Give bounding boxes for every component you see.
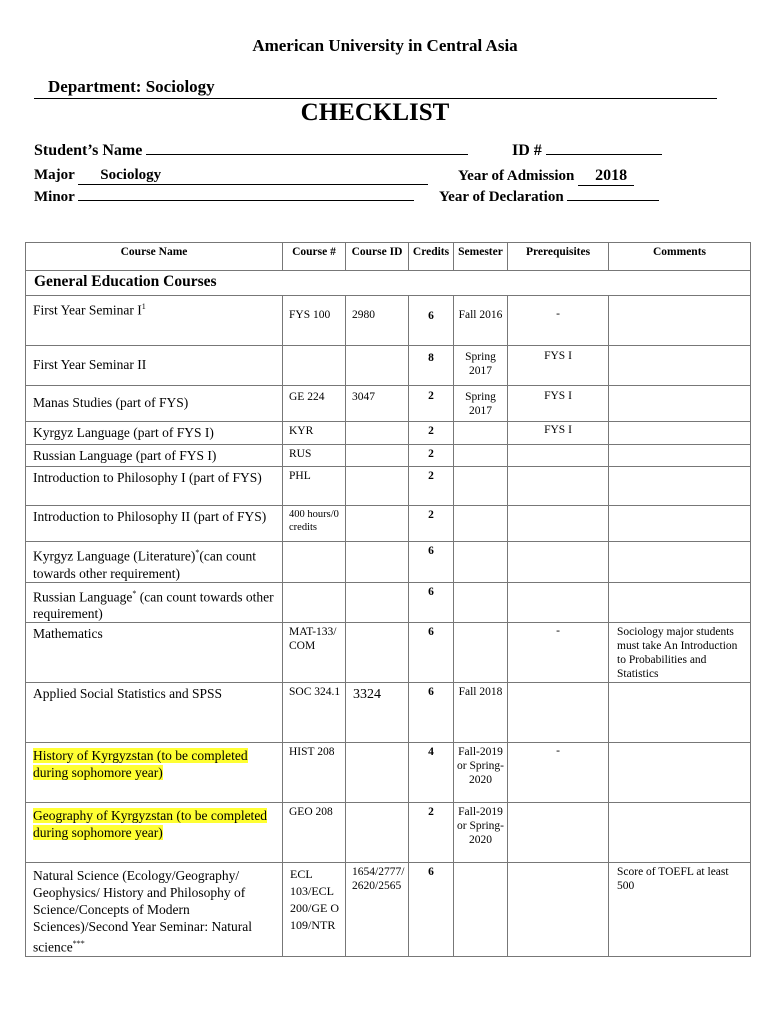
id-label: ID # [512,142,542,159]
checklist-table [25,242,751,957]
year-declaration-line [439,189,659,206]
comments [609,445,751,467]
major-label: Major [34,167,75,183]
year-admission-label: Year of Admission [458,168,575,184]
semester [454,623,508,683]
course-number: GE 224 [283,386,346,422]
credits: 2 [409,422,454,445]
prerequisites [508,582,609,623]
prerequisites: FYS I [508,346,609,386]
table-row [26,683,751,743]
minor-line [34,189,414,206]
prerequisites [508,803,609,863]
course-id [346,445,409,467]
credits: 6 [409,542,454,583]
credits: 2 [409,803,454,863]
table-row [26,467,751,506]
course-name-cell [26,863,283,957]
table-row [26,542,751,583]
semester [454,422,508,445]
id-line [512,142,662,160]
credits: 6 [409,683,454,743]
course-name-note: (can count towards other requirement) [33,548,257,581]
prerequisites: - [508,296,609,346]
table-row [26,623,751,683]
id-field[interactable] [546,154,662,155]
course-id: 2980 [346,296,409,346]
header-comments: Comments [609,243,751,271]
header-course-id: Course ID [346,243,409,271]
table-row [26,803,751,863]
course-name: Manas Studies (part of FYS) [26,386,283,422]
course-number [283,542,346,583]
course-name-cell [26,743,283,803]
credits: 6 [409,863,454,957]
semester [454,542,508,583]
prerequisites [508,683,609,743]
year-declaration-label: Year of Declaration [439,189,564,205]
course-id [346,623,409,683]
semester [454,467,508,506]
course-name: Kyrgyz Language (part of FYS I) [26,422,283,445]
course-id [346,422,409,445]
table-row [26,582,751,623]
section-row [26,271,751,296]
credits: 6 [409,296,454,346]
course-number: KYR [283,422,346,445]
course-name: Kyrgyz Language (Literature) [33,548,196,564]
prerequisites: FYS I [508,422,609,445]
table-header-row [26,243,751,271]
table-row [26,386,751,422]
course-number: ECL 103/ECL 200/GE O 109/NTR [283,863,346,957]
comments [609,346,751,386]
course-number: PHL [283,467,346,506]
minor-label: Minor [34,189,75,205]
semester: Fall 2016 [454,296,508,346]
prerequisites: - [508,623,609,683]
footnote-mark: *** [72,939,85,948]
course-name-cell [26,296,283,346]
section-heading: General Education Courses [26,271,751,296]
semester: Spring 2017 [454,386,508,422]
course-number: MAT-133/ COM [283,623,346,683]
credits: 6 [409,582,454,623]
course-name-cell [26,803,283,863]
comments [609,506,751,542]
university-title: American University in Central Asia [252,36,518,55]
student-name-line [34,142,468,160]
comments [609,296,751,346]
semester [454,582,508,623]
prerequisites: FYS I [508,386,609,422]
course-name: Natural Science (Ecology/Geography/ Geophysics/ History and Philosophy of Science/Concepts of Modern Sciences)/Second Year Seminar: Natural science [33,868,252,955]
course-name: Introduction to Philosophy I (part of FYS) [26,467,283,506]
footnote-mark: 1 [141,302,146,311]
course-number: HIST 208 [283,743,346,803]
course-id [346,582,409,623]
footnote-mark: * [195,548,200,557]
course-id: 3047 [346,386,409,422]
year-admission-line [458,167,634,186]
comments [609,803,751,863]
comments: Score of TOEFL at least 500 [609,863,751,957]
credits: 2 [409,506,454,542]
course-name: Russian Language (part of FYS I) [26,445,283,467]
table-row [26,346,751,386]
header-semester: Semester [454,243,508,271]
student-name-label: Student’s Name [34,142,143,159]
course-id [346,506,409,542]
comments [609,386,751,422]
semester: Fall-2019 or Spring-2020 [454,803,508,863]
course-number [283,582,346,623]
semester [454,863,508,957]
credits: 8 [409,346,454,386]
prerequisites [508,863,609,957]
course-id [346,346,409,386]
department-label: Department: Sociology [48,77,215,96]
table-row [26,296,751,346]
credits: 2 [409,386,454,422]
course-number: FYS 100 [283,296,346,346]
major-line [34,167,428,185]
course-number: GEO 208 [283,803,346,863]
comments [609,542,751,583]
prerequisites [508,467,609,506]
major-field[interactable] [78,167,428,185]
credits: 4 [409,743,454,803]
course-name: History of Kyrgyzstan (to be completed during sophomore year) [33,748,248,780]
prerequisites: - [508,743,609,803]
course-name: First Year Seminar I [33,302,142,318]
student-name-field[interactable] [146,154,468,155]
semester [454,506,508,542]
year-admission-value: 2018 [595,167,628,184]
comments-cell [609,623,751,683]
semester: Fall-2019 or Spring-2020 [454,743,508,803]
comments [609,743,751,803]
course-number: 400 hours/0 credits [283,506,346,542]
course-number: RUS [283,445,346,467]
course-name: Mathematics [26,623,283,683]
page-title: CHECKLIST [300,99,450,126]
course-name: Geography of Kyrgyzstan (to be completed during sophomore year) [33,808,268,840]
course-number [283,346,346,386]
course-id [346,467,409,506]
comments [609,582,751,623]
course-id: 3324 [346,683,409,743]
comments [609,467,751,506]
year-declaration-field[interactable] [567,200,659,201]
course-name: Applied Social Statistics and SPSS [26,683,283,743]
table-row [26,445,751,467]
comments [609,683,751,743]
semester: Spring 2017 [454,346,508,386]
course-id: 1654/2777/2620/2565 [346,863,409,957]
course-name-cell [26,582,283,623]
table-row [26,863,751,957]
department-line [34,77,717,99]
table-row [26,422,751,445]
comments: Sociology major students must take An Introduction to Probabilities and Statistics [617,626,738,680]
prerequisites [508,445,609,467]
footnote-mark: * [132,588,137,598]
course-name: Introduction to Philosophy II (part of FYS) [26,506,283,542]
course-name-cell [26,542,283,583]
course-name-note: (can count towards other requirement) [33,589,274,621]
table-row [26,506,751,542]
course-number: SOC 324.1 [283,683,346,743]
major-value: Sociology [100,167,162,183]
table-row [26,743,751,803]
semester [454,445,508,467]
header-prerequisites: Prerequisites [508,243,609,271]
course-id [346,803,409,863]
year-admission-field[interactable] [578,167,634,186]
course-name: First Year Seminar II [26,346,283,386]
prerequisites [508,542,609,583]
comments [609,422,751,445]
prerequisites [508,506,609,542]
header-credits: Credits [409,243,454,271]
course-id [346,542,409,583]
credits: 2 [409,467,454,506]
credits: 6 [409,623,454,683]
credits: 2 [409,445,454,467]
minor-field[interactable] [78,200,414,201]
semester: Fall 2018 [454,683,508,743]
header-course-number: Course # [283,243,346,271]
header-course-name: Course Name [26,243,283,271]
course-name: Russian Language [33,589,133,604]
course-id [346,743,409,803]
